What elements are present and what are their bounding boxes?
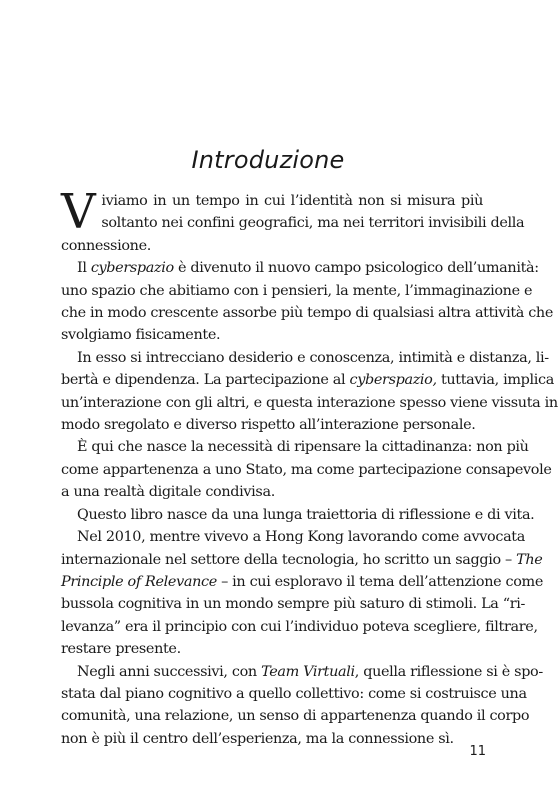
text-line [61, 571, 543, 593]
text-line: Nel 2010, mentre vivevo a Hong Kong lavorando come avvocata [77, 529, 525, 546]
paragraph-7 [61, 661, 543, 683]
text-run: Il [77, 260, 91, 277]
italic-term: cyberspazio, [349, 372, 437, 389]
text-line: modo sregolato e diverso rispetto all’interazione personale. [61, 417, 476, 434]
text-run: è divenuto il nuovo campo psicologico dell’umanità: [173, 260, 539, 277]
paragraph-2 [61, 257, 539, 279]
text-line: stata dal piano cognitivo a quello collettivo: come si costruisce una [61, 685, 527, 702]
text-line: levanza” era il principio con cui l’individuo poteva scegliere, filtrare, [61, 618, 538, 635]
text-line: soltanto nei confini geografici, ma nei territori invisibili della [101, 215, 525, 232]
page-number: 11 [469, 744, 486, 759]
chapter-title: Introduzione [191, 146, 345, 175]
text-run: – in cui esploravo il tema dell’attenzione come [216, 573, 543, 590]
text-line [61, 369, 554, 391]
text-line: bussola cognitiva in un mondo sempre più saturo di stimoli. La “ri- [61, 596, 526, 613]
italic-title: Team Virtuali [261, 663, 355, 680]
text-line: un’interazione con gli altri, e questa interazione spesso viene vissuta in [61, 394, 558, 411]
text-line: connessione. [61, 237, 151, 254]
paragraph-4 [61, 436, 529, 458]
paragraph-2-cont [61, 280, 554, 347]
italic-title: The [516, 551, 543, 568]
text-line [61, 549, 543, 571]
text-run: tuttavia, implica [436, 372, 554, 389]
text-run: bertà e dipendenza. La partecipazione al [61, 372, 350, 389]
text-line: Questo libro nasce da una lunga traiettoria di riflessione e di vita. [77, 506, 535, 523]
text-line: È qui che nasce la necessità di ripensare la cittadinanza: non più [77, 439, 529, 456]
paragraph-6-cont [61, 549, 543, 661]
drop-cap: V [61, 184, 96, 240]
text-line: non è più il centro dell’esperienza, ma la connessione sì. [61, 730, 454, 747]
text-line: restare presente. [61, 641, 181, 658]
italic-term: cyberspazio [90, 260, 174, 277]
paragraph-1 [61, 184, 525, 257]
text-line: In esso si intrecciano desiderio e conoscenza, intimità e distanza, li- [77, 349, 549, 366]
text-line: comunità, una relazione, un senso di appartenenza quando il corpo [61, 708, 530, 725]
paragraph-6 [61, 526, 525, 548]
text-run: internazionale nel settore della tecnologia, ho scritto un saggio – [61, 551, 517, 568]
text-line [69, 661, 543, 683]
text-line: come appartenenza a uno Stato, ma come partecipazione consapevole [61, 461, 552, 478]
text-run: Negli anni successivi, con [77, 663, 262, 680]
paragraph-3-cont [61, 369, 558, 436]
paragraph-7-cont [61, 683, 530, 750]
text-line: che in modo crescente assorbe più tempo di qualsiasi altra attività che [61, 305, 554, 322]
paragraph-4-cont [61, 459, 552, 504]
text-line: svolgiamo fisicamente. [61, 327, 221, 344]
text-line [69, 257, 539, 279]
paragraph-5 [61, 504, 535, 526]
text-line: a una realtà digitale condivisa. [61, 484, 275, 501]
text-line: iviamo in un tempo in cui l’identità non si misura più [101, 193, 483, 209]
text-run: , quella riflessione si è spo- [354, 663, 543, 680]
italic-title: Principle of Relevance [61, 573, 217, 590]
paragraph-3 [61, 347, 549, 369]
body-text [61, 184, 558, 750]
text-line: uno spazio che abitiamo con i pensieri, la mente, l’immaginazione e [61, 282, 533, 299]
